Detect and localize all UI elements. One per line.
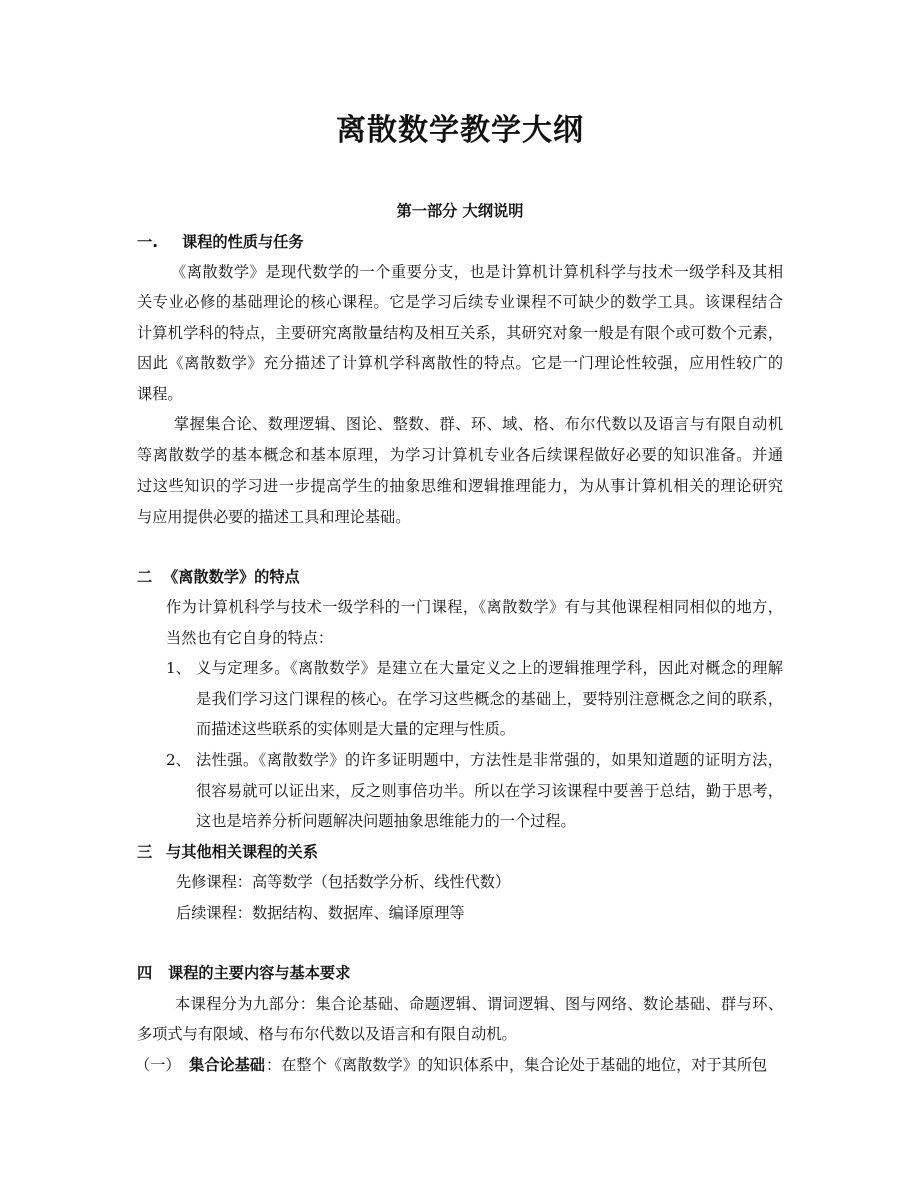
subsection1-text: ：在整个《离散数学》的知识体系中，集合论处于基础的地位，对于其所包 — [266, 1056, 768, 1074]
section1-p2-line: 掌握集合论、数理逻辑、图论、整数、群、环、域、格、布尔代数以及语言与有限自动机 — [174, 415, 783, 433]
section1-p1-line: 计算机学科的特点，主要研究离散量结构及相互关系，其研究对象一般是有限个或可数个元素， — [137, 324, 783, 342]
section4-number: 四 — [137, 964, 153, 982]
section4-heading: 课程的主要内容与基本要求 — [168, 964, 351, 982]
section1-p2-line: 与应用提供必要的描述工具和理论基础。 — [137, 508, 411, 526]
section2-item-line: 而描述这些联系的实体则是大量的定理与性质。 — [196, 720, 515, 738]
section2-intro-line: 当然也有它自身的特点： — [166, 629, 334, 647]
section1-heading: 课程的性质与任务 — [182, 233, 304, 251]
subsection1-number: （一） — [135, 1056, 181, 1074]
section1-p1-line: 课程。 — [137, 385, 183, 403]
prerequisite-courses: 先修课程：高等数学（包括数学分析、线性代数） — [176, 873, 511, 891]
section2-item-number: 2、 — [166, 751, 191, 769]
section4-p1-line: 本课程分为九部分：集合论基础、命题逻辑、谓词逻辑、图与网络、数论基础、群与环、 — [175, 995, 783, 1013]
follow-up-courses: 后续课程：数据结构、数据库、编译原理等 — [176, 904, 465, 922]
document-title: 离散数学教学大纲 — [336, 113, 584, 148]
section1-number: 一. — [137, 233, 158, 251]
section4-p1-line: 多项式与有限域、格与布尔代数以及语言和有限自动机。 — [137, 1025, 517, 1043]
section3-heading: 与其他相关课程的关系 — [166, 843, 318, 861]
subsection1-label: 集合论基础 — [189, 1056, 265, 1074]
part-heading: 第一部分 大纲说明 — [396, 202, 524, 220]
section2-item-line: 这也是培养分析问题解决问题抽象思维能力的一个过程。 — [196, 812, 576, 830]
section2-item-line: 义与定理多。《离散数学》是建立在大量定义之上的逻辑推理学科，因此对概念的理解 — [196, 659, 783, 677]
section2-item-line: 很容易就可以证出来，反之则事倍功半。所以在学习该课程中要善于总结，勤于思考， — [196, 782, 783, 800]
section2-number: 二 — [137, 568, 153, 586]
section3-number: 三 — [137, 843, 153, 861]
section1-p2-line: 等离散数学的基本概念和基本原理，为学习计算机专业各后续课程做好必要的知识准备。并通 — [137, 446, 783, 464]
section2-item-line: 法性强。《离散数学》的许多证明题中，方法性是非常强的，如果知道题的证明方法， — [196, 751, 783, 769]
section2-item-line: 是我们学习这门课程的核心。在学习这些概念的基础上，要特别注意概念之间的联系， — [196, 690, 783, 708]
section1-p1-line: 因此《离散数学》充分描述了计算机学科离散性的特点。它是一门理论性较强，应用性较广的 — [137, 354, 783, 372]
section1-p2-line: 过这些知识的学习进一步提高学生的抽象思维和逻辑推理能力，为从事计算机相关的理论研究 — [137, 477, 783, 495]
section2-item-number: 1、 — [166, 659, 191, 677]
section1-p1-line: 《离散数学》是现代数学的一个重要分支，也是计算机计算机科学与技术一级学科及其相 — [171, 263, 783, 281]
section2-heading: 《离散数学》的特点 — [163, 568, 300, 586]
section2-intro-line: 作为计算机科学与技术一级学科的一门课程，《离散数学》有与其他课程相同相似的地方， — [166, 598, 783, 616]
section1-p1-line: 关专业必修的基础理论的核心课程。它是学习后续专业课程不可缺少的数学工具。该课程结合 — [137, 293, 783, 311]
